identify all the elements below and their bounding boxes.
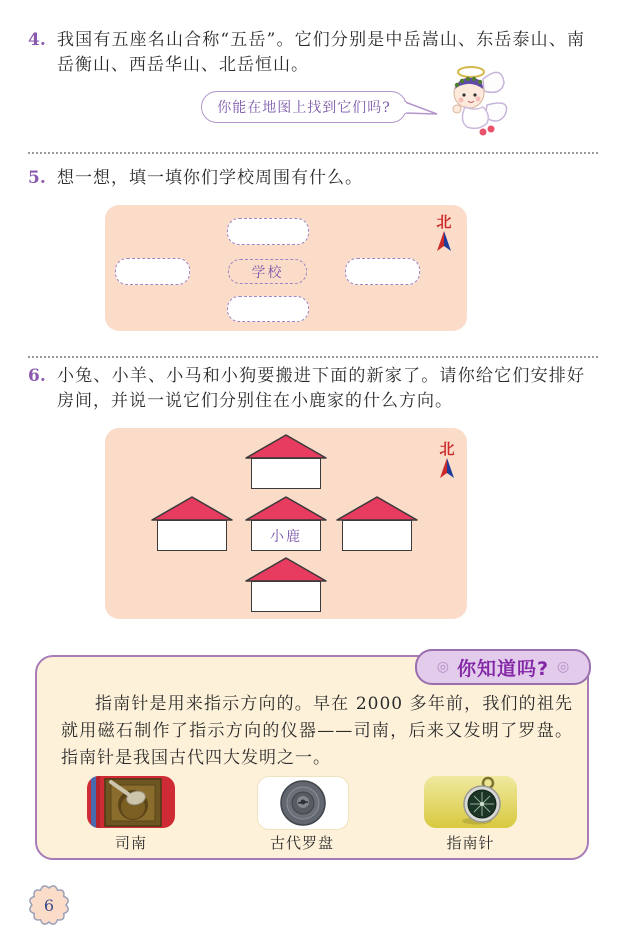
house-roof — [335, 495, 419, 521]
compass-history-paragraph: 指南针是用来指示方向的。早在 2000 多年前，我们的祖先就用磁石制作了指示方向的仪器——司南，后来又发明了罗盘。指南针是我国古代四大发明之一。 — [61, 694, 573, 768]
north-compass — [436, 441, 458, 483]
did-you-know-box — [35, 655, 589, 860]
house-roof — [150, 495, 234, 521]
north-label: 北 — [439, 440, 455, 458]
north-label: 北 — [436, 213, 452, 231]
answer-blank-west[interactable] — [115, 258, 190, 285]
question4-text: 我国有五座名山合称“五岳”。它们分别是中岳嵩山、东岳泰山、南岳衡山、西岳华山、北岳恒山。 — [57, 30, 585, 75]
house-roof — [244, 495, 328, 521]
question5-text: 想一想，填一填你们学校周围有什么。 — [57, 168, 363, 188]
page-number-badge — [28, 884, 70, 926]
page-number: 6 — [43, 895, 55, 915]
house-name-plate[interactable] — [342, 520, 412, 551]
speech-bubble-text: 你能在地图上找到它们吗? — [217, 100, 391, 116]
house-name-plate[interactable] — [157, 520, 227, 551]
compass-photo — [424, 776, 517, 828]
angel-cupid-illustration — [430, 64, 514, 142]
question5-number: 5. — [28, 168, 46, 188]
speech-bubble — [201, 91, 407, 123]
question4-number: 4. — [28, 30, 46, 50]
houses-diagram-panel — [105, 428, 467, 619]
north-arrow-icon — [439, 457, 455, 479]
did-you-know-badge — [415, 649, 591, 685]
question6-text: 小兔、小羊、小马和小狗要搬进下面的新家了。请你给它们安排好房间，并说一说它们分别住在小鹿家的什么方向。 — [57, 366, 585, 411]
ring-icon: ◎ — [557, 659, 570, 675]
house-roof — [244, 433, 328, 459]
deer-label: 小鹿 — [270, 528, 302, 545]
house-roof — [244, 556, 328, 582]
north-compass — [433, 214, 455, 256]
ring-icon: ◎ — [436, 659, 449, 675]
answer-blank-north[interactable] — [227, 218, 309, 245]
compass-label: 指南针 — [446, 834, 495, 852]
house-south — [244, 556, 328, 612]
did-you-know-title: 你知道吗? — [456, 657, 550, 680]
answer-blank-east[interactable] — [345, 258, 420, 285]
question6-number: 6. — [28, 366, 46, 386]
sinan-label: 司南 — [114, 834, 147, 852]
answer-blank-south[interactable] — [227, 296, 309, 322]
sinan-photo — [87, 776, 175, 828]
house-west — [150, 495, 234, 551]
ancient-luopan-photo — [257, 776, 349, 830]
dotted-divider — [28, 356, 598, 358]
north-arrow-icon — [436, 230, 452, 252]
school-cell — [228, 259, 307, 284]
dotted-divider — [28, 152, 598, 154]
ancient-luopan-label: 古代罗盘 — [269, 834, 334, 852]
house-east — [335, 495, 419, 551]
school-label: 学校 — [251, 264, 284, 281]
house-name-plate[interactable] — [251, 581, 321, 612]
house-name-plate[interactable] — [251, 458, 321, 489]
house-center-deer — [244, 495, 328, 551]
deer-name-plate — [251, 520, 321, 551]
house-north — [244, 433, 328, 489]
school-diagram-panel — [105, 205, 467, 331]
